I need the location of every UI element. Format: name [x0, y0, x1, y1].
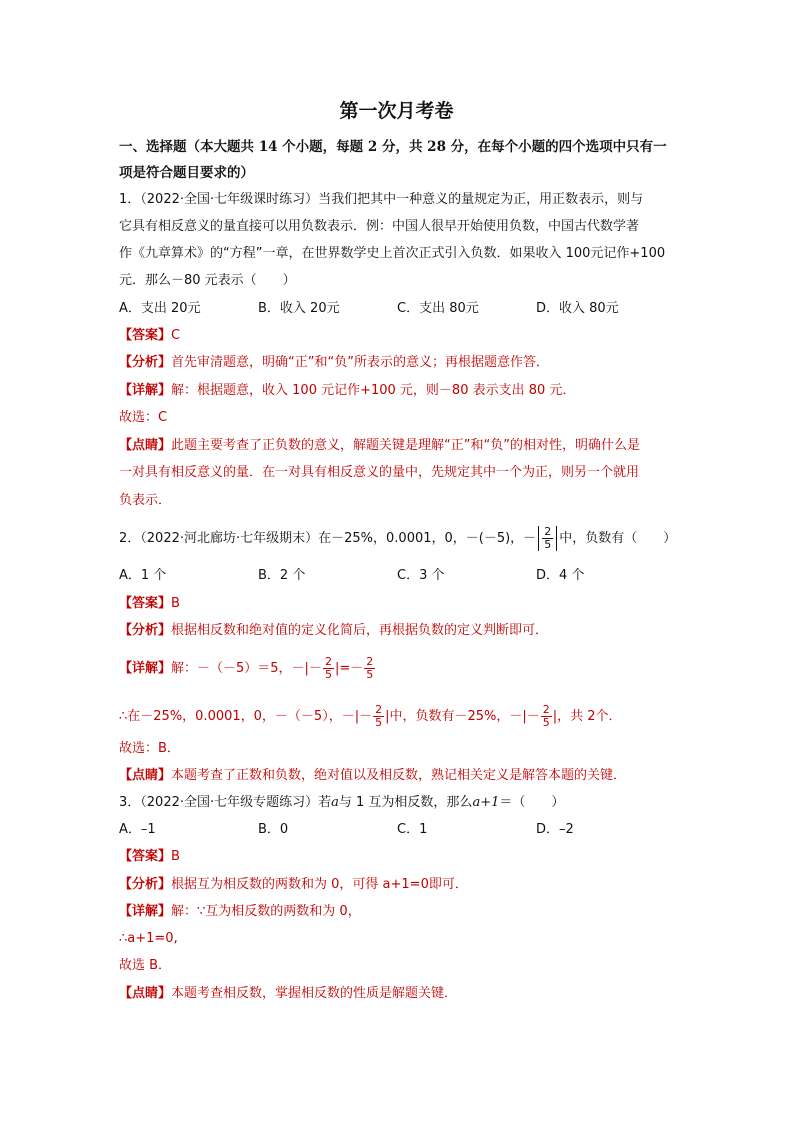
q1-comment-line2: 一对具有相反意义的量．在一对具有相反意义的量中，先规定其中一个为正，则另一个就用	[119, 465, 640, 480]
q2-option-c: C．3 个	[397, 568, 445, 583]
answer-value: C	[171, 328, 181, 343]
analysis-tag: 【分析】	[119, 877, 172, 892]
q1-comment-line3: 负表示．	[119, 493, 172, 508]
q1-stem-line3: 作《九章算术》的“方程”一章，在世界数学史上首次正式引入负数．如果收入 100元记作+100	[119, 246, 666, 261]
q2-stem-prefix: 2．（2022·河北廊坊·七年级期末）在－25%，0.0001，0，－(－5)，－	[119, 531, 537, 546]
q2-comment	[119, 767, 679, 785]
detail2-text-a: ∴在－25%，0.0001，0，－（－5），－|－	[119, 709, 373, 724]
analysis-text: 首先审清题意，明确“正”和“负”所表示的意义；再根据题意作答．	[171, 355, 549, 370]
comment-tag: 【点睛】	[119, 438, 172, 453]
q3-stem-d: ＝（ ）	[499, 795, 565, 810]
comment-text: 本题考查了正数和负数，绝对值以及相反数，熟记相关定义是解答本题的关键．	[171, 768, 627, 783]
q2-option-a: A．1 个	[119, 568, 167, 583]
fraction	[364, 656, 375, 681]
q2-detail	[119, 656, 679, 681]
q3-choose: 故选 B．	[119, 958, 172, 973]
q3-stem-a: 3．（2022·全国·七年级专题练习）若	[119, 795, 332, 810]
q1-analysis	[119, 354, 679, 372]
fraction-denominator: 5	[366, 668, 374, 681]
q1-answer	[119, 327, 679, 345]
q2-stem-suffix: 中，负数有（ ）	[559, 531, 677, 546]
q1-detail	[119, 382, 679, 400]
comment-tag: 【点睛】	[119, 986, 172, 1001]
q2-detail-line2	[119, 704, 679, 729]
q3-option-c: C．1	[397, 822, 428, 837]
page-title: 第一次月考卷	[339, 100, 454, 122]
detail2-text-c: |，共 2个．	[552, 709, 622, 724]
section-heading-line2: 项是符合题目要求的）	[119, 165, 254, 181]
q1-option-c: C．支出 80元	[397, 301, 479, 316]
answer-tag: 【答案】	[119, 328, 172, 343]
fraction-numerator: 2	[366, 655, 374, 668]
q3-detail	[119, 903, 679, 921]
q3-stem	[119, 794, 679, 812]
fraction	[541, 704, 552, 729]
q3-comment	[119, 985, 679, 1003]
fraction-numerator: 2	[324, 655, 332, 668]
q2-stem	[119, 526, 679, 551]
fraction-denominator: 5	[375, 716, 383, 729]
analysis-text: 根据相反数和绝对值的定义化简后，再根据负数的定义判断即可．	[171, 623, 549, 638]
q2-abs-fraction	[538, 526, 557, 551]
q3-option-b: B．0	[258, 822, 289, 837]
answer-tag: 【答案】	[119, 596, 172, 611]
q3-var-a: a	[331, 795, 339, 810]
fraction-denominator: 5	[324, 668, 332, 681]
q2-option-b: B．2 个	[258, 568, 306, 583]
q2-analysis	[119, 622, 679, 640]
fraction	[323, 656, 334, 681]
detail-text: 解：根据题意，收入 100 元记作+100 元，则－80 表示支出 80 元．	[171, 383, 576, 398]
fraction	[542, 526, 553, 551]
q1-option-d: D．收入 80元	[536, 301, 619, 316]
q1-comment-line1	[119, 437, 679, 455]
detail-tag: 【详解】	[119, 904, 172, 919]
fraction	[373, 704, 384, 729]
detail2-text-b: |中，负数有－25%，－|－	[385, 709, 540, 724]
q3-answer	[119, 848, 679, 866]
q3-expr: a+1	[472, 795, 500, 810]
fraction-denominator: 5	[542, 716, 550, 729]
q3-option-a: A．–1	[119, 822, 156, 837]
q1-option-a: A．支出 20元	[119, 301, 201, 316]
q2-choose: 故选：B．	[119, 741, 180, 756]
q2-answer	[119, 595, 679, 613]
analysis-tag: 【分析】	[119, 355, 172, 370]
section-heading-line1: 一、选择题（本大题共 14 个小题，每题 2 分，共 28 分，在每个小题的四个选项中只有一	[119, 139, 667, 155]
q3-analysis	[119, 876, 679, 894]
comment-tag: 【点睛】	[119, 768, 172, 783]
answer-value: B	[171, 849, 180, 864]
comment-text: 本题考查相反数，掌握相反数的性质是解题关键．	[171, 986, 458, 1001]
q3-option-d: D．–2	[536, 822, 574, 837]
fraction-denominator: 5	[544, 538, 552, 551]
q1-option-b: B．收入 20元	[258, 301, 340, 316]
detail-text: 解：∵互为相反数的两数和为 0，	[171, 904, 361, 919]
answer-value: B	[171, 596, 180, 611]
detail-tag: 【详解】	[119, 661, 172, 676]
fraction-numerator: 2	[375, 703, 383, 716]
analysis-tag: 【分析】	[119, 623, 172, 638]
comment-text: 此题主要考查了正负数的意义，解题关键是理解“正”和“负”的相对性，明确什么是	[171, 438, 640, 453]
fraction-numerator: 2	[542, 703, 550, 716]
detail-text-b: |=－	[334, 661, 364, 676]
q2-option-d: D．4 个	[536, 568, 585, 583]
q3-detail-line2: ∴a+1=0,	[119, 931, 178, 946]
detail-text-a: 解：－（－5）＝5，－|－	[171, 661, 322, 676]
analysis-text: 根据互为相反数的两数和为 0，可得 a+1=0即可．	[171, 877, 468, 892]
q3-stem-b: 与 1 互为相反数，那么	[338, 795, 473, 810]
q1-stem-line1: 1．（2022·全国·七年级课时练习）当我们把其中一种意义的量规定为正，用正数表示，则与	[119, 192, 644, 207]
fraction-numerator: 2	[544, 525, 552, 538]
q1-stem-line2: 它具有相反意义的量直接可以用负数表示．例：中国人很早开始使用负数，中国古代数学著	[119, 219, 640, 234]
q1-choose: 故选：C	[119, 410, 168, 425]
answer-tag: 【答案】	[119, 849, 172, 864]
q1-stem-line4: 元．那么－80 元表示（ ）	[119, 273, 296, 288]
detail-tag: 【详解】	[119, 383, 172, 398]
